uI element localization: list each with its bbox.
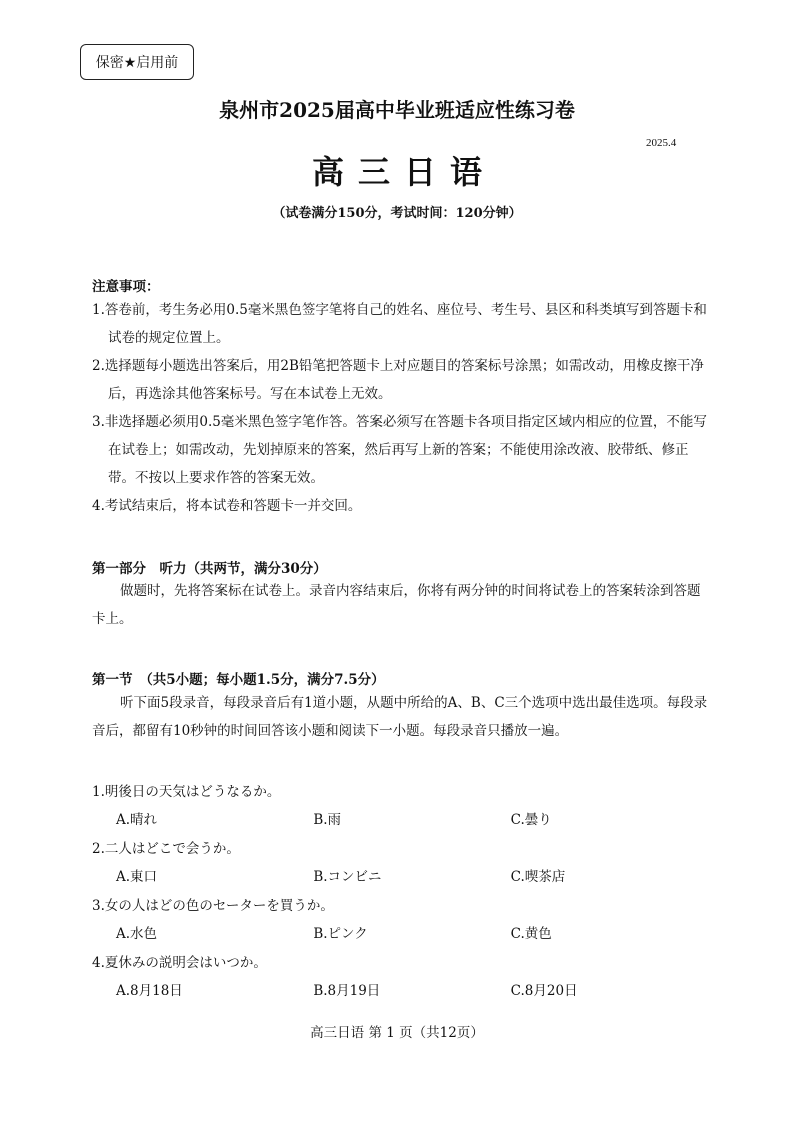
confidential-stamp: 保密★启用前	[80, 44, 194, 80]
exam-date: 2025.4	[646, 137, 677, 149]
section1-title: 第一节 （共5小题；每小题1.5分，满分7.5分）	[92, 672, 385, 688]
option-a: A.水色	[116, 926, 158, 942]
question-stem: 2.二人はどこで会うか。	[92, 841, 240, 857]
part1-title: 第一部分 听力（共两节，满分30分）	[92, 561, 327, 577]
option-b: B.雨	[313, 812, 342, 828]
note-item: 4.考试结束后，将本试卷和答题卡一并交回。	[92, 498, 362, 514]
option-c: C.曇り	[510, 812, 552, 828]
option-c: C.喫茶店	[510, 869, 566, 885]
question-stem: 3.女の人はどの色のセーターを買うか。	[92, 898, 334, 914]
subject-title: 高三日语	[311, 153, 496, 191]
page-footer: 高三日语 第 1 页（共12页）	[310, 1025, 484, 1041]
section1-instructions: 听下面5段录音，每段录音后有1道小题，从题中所给的A、B、C三个选项中选出最佳选项。每段录音后，都留有10秒钟的时间回答该小题和阅读下一小题。每段录音只播放一遍。	[92, 695, 708, 739]
question-options	[92, 977, 708, 1006]
question-stem: 4.夏休みの説明会はいつか。	[92, 955, 267, 971]
question-options	[92, 863, 708, 892]
exam-title: 泉州市2025届高中毕业班适应性练习卷	[219, 98, 575, 122]
question-stem: 1.明後日の天気はどうなるか。	[92, 784, 281, 800]
option-c: C.8月20日	[510, 983, 578, 999]
note-item: 1.答卷前，考生务必用0.5毫米黑色签字笔将自己的姓名、座位号、考生号、县区和科类填写到答题卡和试卷的规定位置上。	[92, 302, 707, 346]
question-options	[92, 920, 708, 949]
notes-title: 注意事项：	[92, 279, 160, 295]
option-b: B.8月19日	[313, 983, 381, 999]
exam-info: （试卷满分150分，考试时间：120分钟）	[272, 206, 522, 221]
option-b: B.ピンク	[313, 926, 368, 942]
option-c: C.黄色	[510, 926, 552, 942]
part1-instructions: 做题时，先将答案标在试卷上。录音内容结束后，你将有两分钟的时间将试卷上的答案转涂到答题卡上。	[92, 583, 701, 627]
note-item: 3.非选择题必须用0.5毫米黑色签字笔作答。答案必须写在答题卡各项目指定区域内相应的位置，不能写在试卷上；如需改动，先划掉原来的答案，然后再写上新的答案；不能使用涂改液、胶带纸、修正带。不按以上要求作答的答案无效。	[92, 414, 707, 486]
note-item: 2.选择题每小题选出答案后，用2B铅笔把答题卡上对应题目的答案标号涂黑；如需改动，用橡皮擦干净后，再选涂其他答案标号。写在本试卷上无效。	[92, 358, 704, 402]
option-a: A.東口	[116, 869, 158, 885]
option-a: A.8月18日	[116, 983, 183, 999]
question-options	[92, 806, 708, 835]
option-a: A.晴れ	[116, 812, 158, 828]
question-list	[92, 778, 708, 1006]
option-b: B.コンビニ	[313, 869, 382, 885]
notes-list	[92, 296, 708, 520]
